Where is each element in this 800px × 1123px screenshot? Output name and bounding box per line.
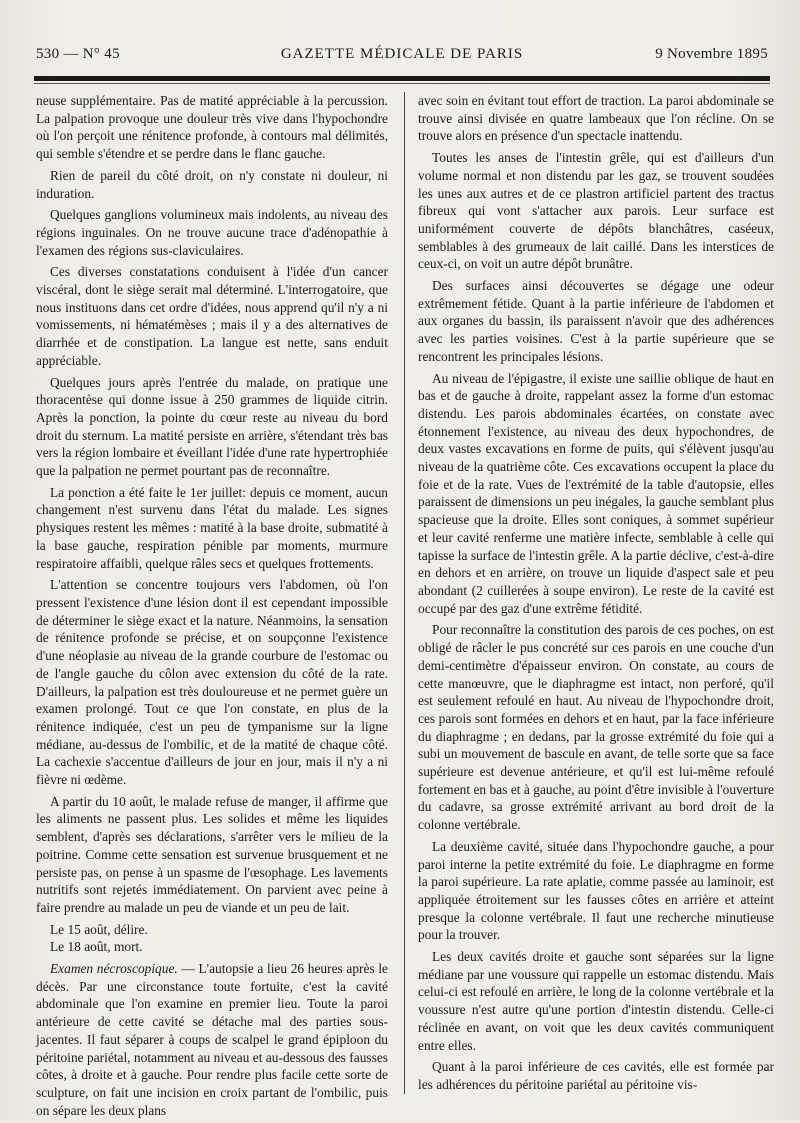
- paragraph: Toutes les anses de l'intestin grêle, qui est d'ailleurs d'un volume normal et non distendu par les gaz, se trouvent soudées les unes aux autres et de ce plastron artificiel partent des tractus fibreux qui vont s'attacher aux parois. Leur surface est uniformément couverte de dépôts blanchâtres, caséeux, semblables à des grumeaux de lait caillé. Dans les interstices de ceux-ci, on voit un autre dépôt brunâtre.: [418, 150, 774, 272]
- paragraph: Pour reconnaître la constitution des parois de ces poches, on est obligé de râcler le pus concrété sur ces parois en une couche d'un demi-centimètre d'épaisseur environ. On constate, au cours de cette manœuvre, que le diaphragme est intact, non perforé, qu'il est seulement refoulé en haut. Au niveau de l'hypochondre droit, ces parois sont formées en dehors et en haut, par la face inférieure du diaphragme ; en dedans, par la grosse extrémité du foie qui a subi un mouvement de bascule en avant, de telle sorte que sa face supérieure est devenue antérieure, et qu'il est lui-même refoulé fortement en bas et à gauche, au point d'être invisible à l'ouverture du cadavre, sa grosse extrémité arrivant au bord droit de la colonne vertébrale.: [418, 622, 774, 833]
- paragraph: neuse supplémentaire. Pas de matité appréciable à la percussion. La palpation provoque une douleur très vive dans l'hypochondre où l'on perçoit une rénitence profonde, à contours mal délimités, qui semble s'étendre et se perdre dans le flanc gauche.: [36, 93, 388, 162]
- page-header: [36, 46, 768, 70]
- paragraph: Quant à la paroi inférieure de ces cavités, elle est formée par les adhérences du péritoine pariétal au péritoine vis-: [418, 1059, 774, 1092]
- paragraph: Rien de pareil du côté droit, on n'y constate ni douleur, ni induration.: [36, 167, 388, 201]
- paragraph: Le 15 août, délire.: [50, 921, 148, 937]
- paragraph: Les deux cavités droite et gauche sont séparées sur la ligne médiane par une voussure qui rappelle un estomac distendu. Mais celui-ci est refoulé en arrière, le long de la colonne vertébrale et la voussure n'est autre qu'une portion d'intestin distendu. Celle-ci réclinée en avant, on voit que les deux cavités communiquent entre elles.: [418, 949, 774, 1053]
- paragraph: La deuxième cavité, située dans l'hypochondre gauche, a pour paroi interne la petite extrémité du foie. Le diaphragme en forme la paroi supérieure. La rate aplatie, comme passée au laminoir, est appliquée étroitement sur les fausses côtes en arrière et atteint presque la colonne vertébrale. Il faut une recherche minutieuse pour la trouver.: [418, 838, 774, 943]
- section-heading: Examen nécroscopique.: [50, 961, 178, 977]
- column-divider: [404, 92, 405, 1094]
- paragraph: Au niveau de l'épigastre, il existe une saillie oblique de haut en bas et de gauche à droite, rappelant assez la forme d'un estomac distendu. Les parois abdominales écartées, on constate avec étonnement l'existence, au niveau des deux hypochondres, de deux vastes excavations en forme de puits, qui s'élèvent jusqu'au niveau de la quatrième côte. Ces excavations occupent la place du foie et de la rate. Vues de l'extrémité de la table d'autopsie, elles paraissent de dimensions un peu inégales, la gauche semblant plus spacieuse que la droite. Elles sont coniques, à sommet supérieur et leur cavité renferme une matière infecte, semblable à celle qui tapisse la surface de l'intestin grêle. A la partie déclive, c'est-à-dire en dehors et en arrière, on trouve un liquide d'aspect sale et peu abondant (2 cuillerées à soupe environ). Le reste de la cavité est occupé par des gaz d'une extrême fétidité.: [418, 370, 774, 616]
- journal-title: GAZETTE MÉDICALE DE PARIS: [280, 46, 524, 62]
- page-number: 530 — N° 45: [36, 46, 120, 62]
- header-rule-thin: [34, 83, 770, 84]
- paragraph: avec soin en évitant tout effort de traction. La paroi abdominale se trouve ainsi divisée en quatre lambeaux que l'on récline. On se trouve alors en présence d'un spectacle inattendu.: [418, 93, 774, 144]
- paragraph: La ponction a été faite le 1er juillet: depuis ce moment, aucun changement n'est survenu dans l'état du malade. Les signes physiques restent les mêmes : matité à la base droite, submatité à la base gauche, respiration pénible par moments, murmure respiratoire affaibli, quelque râles secs et quelques frottements.: [36, 484, 388, 571]
- paragraph: Ces diverses constatations conduisent à l'idée d'un cancer viscéral, dont le siège serait mal déterminé. L'interrogatoire, que nous instituons dans cet ordre d'idées, nous apprend qu'il n'y a ni vomissements, ni hématémèses ; mais il y a des alternatives de diarrhée et de constipation. La langue est nette, sans enduit appréciable.: [36, 264, 388, 368]
- header-rule: [34, 76, 770, 81]
- paragraph: A partir du 10 août, le malade refuse de manger, il affirme que les aliments ne passent plus. Les solides et même les liquides semblent, d'après ses déclarations, s'arrêter vers le milieu de la poitrine. Comme cette sensation est survenue brusquement et ne persiste pas, on pense à un spasme de l'œsophage. Les lavements nutritifs sont rejetés immédiatement. On parvient avec peine à faire prendre au malade un peu de viande et un peu de lait.: [36, 793, 388, 915]
- exam-text: — L'autopsie a lieu 26 heures après le décès. Par une circonstance toute fortuite, c'est la cavité abdominale que l'on examine en premier lieu. Toute la paroi antérieure de cette cavité se détache mal des parties sous-jacentes. Il faut séparer à coups de scalpel le grand épiploon du péritoine pariétal, notamment au niveau et au-dessous des fausses côtes, à droite et à gauche. Pour rendre plus facile cette sorte de sculpture, on fait une incision en croix partant de l'ombilic, puis on sépare les deux plans: [36, 961, 388, 1118]
- paragraph: Des surfaces ainsi découvertes se dégage une odeur extrêmement fétide. Quant à la partie inférieure de l'abdomen et aux organes du bassin, ils paraissent n'avoir que des adhérences avec les parties voisines. C'est à la partie supérieure que se rencontrent les principales lésions.: [418, 278, 774, 364]
- issue-date: 9 Novembre 1895: [655, 46, 768, 62]
- exam-paragraph: [36, 960, 388, 1119]
- paragraph: L'attention se concentre toujours vers l'abdomen, où l'on pressent l'existence d'une lésion dont il est cependant impossible de déterminer le siège exact et la nature. Néanmoins, la sensation de rénitence profonde se précise, et on soupçonne l'existence d'une néoplasie au niveau de la grande courbure de l'estomac ou de l'angle gauche du côlon avec extension du côté de la rate. D'ailleurs, la palpation est très douloureuse et ne permet guère un examen prolongé. Tout ce que l'on constate, en plus de la rénitence indiquée, c'est un peu de tympanisme sur la ligne médiane, au-dessus de l'ombilic, et de la matité de chaque côté. La cachexie s'accentue d'ailleurs de jour en jour, mais il n'y a ni fièvre ni œdème.: [36, 577, 388, 788]
- paragraph: Le 18 août, mort.: [50, 939, 143, 955]
- paragraph: Quelques jours après l'entrée du malade, on pratique une thoracentèse qui donne issue à 250 grammes de liquide citrin. Après la ponction, la pointe du cœur reste au niveau du bord droit du sternum. La matité persiste en arrière, s'étendant très bas vers la région lombaire et éveillant l'idée d'une rate hypertrophiée que la palpation ne permet pourtant pas de reconnaître.: [36, 374, 388, 479]
- paragraph: Quelques ganglions volumineux mais indolents, au niveau des régions inguinales. On ne trouve aucune trace d'adénopathie à l'examen des régions sus-claviculaires.: [36, 207, 388, 258]
- left-column: [36, 92, 388, 1123]
- right-column: [418, 92, 774, 1098]
